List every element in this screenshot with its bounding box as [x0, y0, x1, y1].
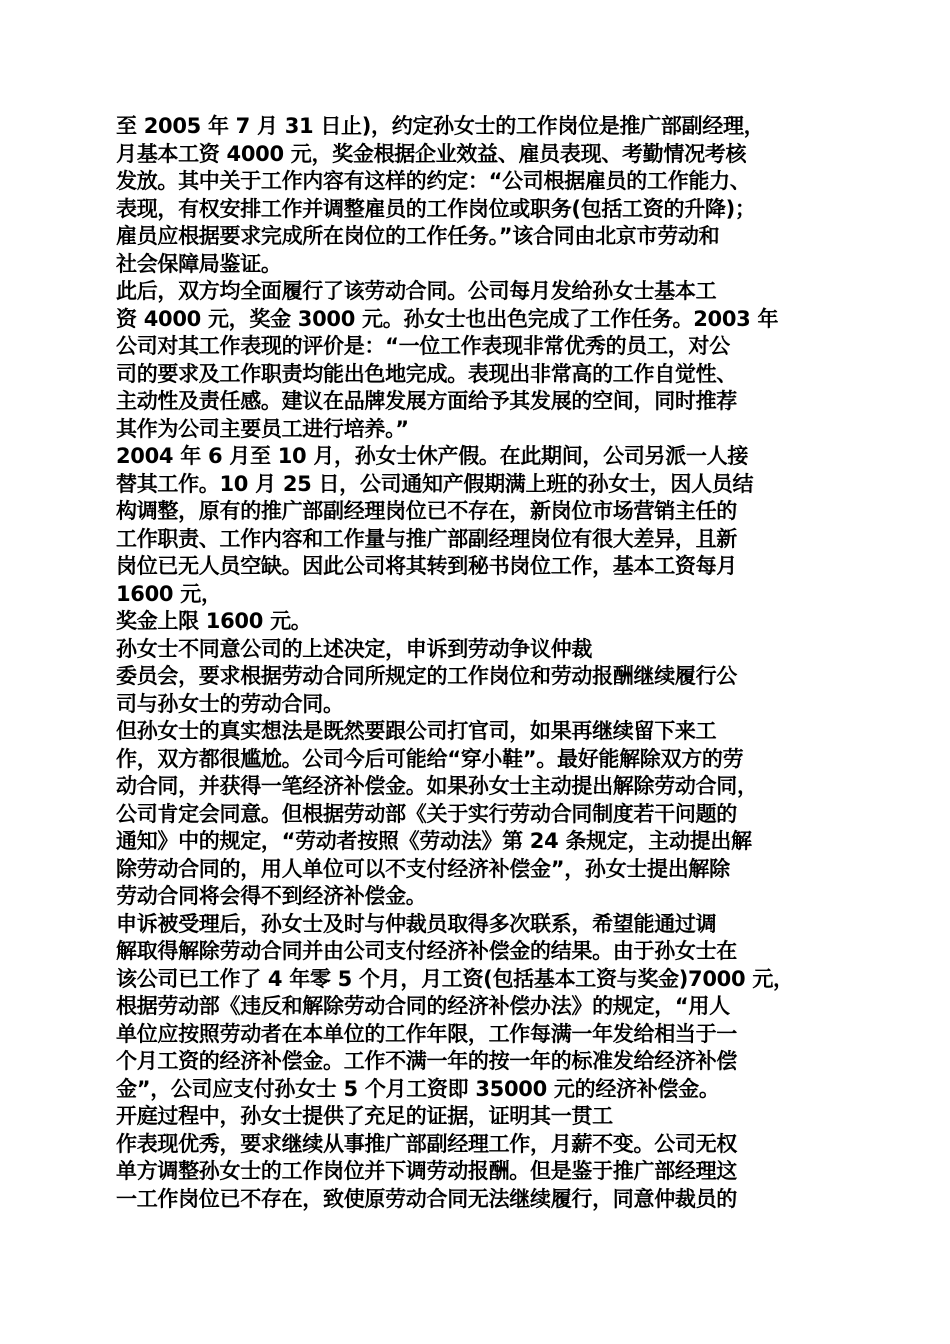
text-line: 社会保障局鉴证。 — [116, 251, 282, 276]
text-line: 构调整，原有的推广部副经理岗位已不存在，新岗位市场营销主任的 — [116, 499, 737, 523]
text-line: 工作职责、工作内容和工作量与推广部副经理岗位有很大差异，且新 — [116, 526, 737, 551]
text-line: 申诉被受理后，孙女士及时与仲裁员取得多次联系，希望能通过调 — [116, 911, 717, 936]
text-line: 1600 元， — [116, 581, 222, 606]
text-line: 除劳动合同的，用人单位可以不支付经济补偿金”，孙女士提出解除 — [116, 856, 730, 881]
text-line: 根据劳动部《违反和解除劳动合同的经济补偿办法》的规定，“用人 — [116, 994, 730, 1018]
text-line: 动合同，并获得一笔经济补偿金。如果孙女士主动提出解除劳动合同， — [116, 774, 758, 798]
text-line: 孙女士不同意公司的上述决定，申诉到劳动争议仲裁 — [116, 636, 593, 661]
text-line: 一工作岗位已不存在，致使原劳动合同无法继续履行，同意仲裁员的 — [116, 1186, 737, 1211]
text-line: 司与孙女士的劳动合同。 — [116, 691, 344, 716]
text-line: 单位应按照劳动者在本单位的工作年限，工作每满一年发给相当于一 — [116, 1021, 737, 1046]
text-line: 主动性及责任感。建议在品牌发展方面给予其发展的空间，同时推荐 — [116, 389, 737, 413]
text-line: 劳动合同将会得不到经济补偿金。 — [116, 884, 427, 908]
text-line: 替其工作。10 月 25 日，公司通知产假期满上班的孙女士，因人员结 — [116, 471, 754, 496]
text-line: 开庭过程中，孙女士提供了充足的证据，证明其一贯工 — [116, 1104, 613, 1128]
text-line: 至 2005 年 7 月 31 日止)，约定孙女士的工作岗位是推广部副经理， — [116, 114, 765, 138]
text-line: 资 4000 元，奖金 3000 元。孙女士也出色完成了工作任务。2003 年 — [116, 306, 779, 331]
text-line: 发放。其中关于工作内容有这样的约定：“公司根据雇员的工作能力、 — [116, 169, 751, 193]
text-line: 其作为公司主要员工进行培养。” — [116, 416, 409, 441]
text-line: 表现，有权安排工作并调整雇员的工作岗位或职务(包括工资的升降)； — [116, 196, 756, 221]
text-line: 但孙女士的真实想法是既然要跟公司打官司，如果再继续留下来工 — [116, 719, 717, 743]
text-line: 该公司已工作了 4 年零 5 个月，月工资(包括基本工资与奖金)7000 元， — [116, 966, 794, 991]
text-line: 作表现优秀，要求继续从事推广部副经理工作，月薪不变。公司无权 — [116, 1131, 737, 1156]
text-line: 通知》中的规定，“劳动者按照《劳动法》第 24 条规定，主动提出解 — [116, 829, 752, 853]
text-line: 此后，双方均全面履行了该劳动合同。公司每月发给孙女士基本工 — [116, 279, 717, 303]
text-line: 委员会，要求根据劳动合同所规定的工作岗位和劳动报酬继续履行公 — [116, 664, 737, 688]
text-line: 公司对其工作表现的评价是：“一位工作表现非常优秀的员工，对公 — [116, 334, 730, 358]
text-line: 作，双方都很尴尬。公司今后可能给“穿小鞋”。最好能解除双方的劳 — [116, 746, 744, 771]
text-line: 公司肯定会同意。但根据劳动部《关于实行劳动合同制度若干问题的 — [116, 801, 737, 826]
text-line: 单方调整孙女士的工作岗位并下调劳动报酬。但是鉴于推广部经理这 — [116, 1159, 737, 1183]
text-line: 2004 年 6 月至 10 月，孙女士休产假。在此期间，公司另派一人接 — [116, 444, 749, 468]
text-line: 奖金上限 1600 元。 — [116, 609, 312, 633]
text-line: 司的要求及工作职责均能出色地完成。表现出非常高的工作自觉性、 — [116, 361, 737, 386]
text-line: 岗位已无人员空缺。因此公司将其转到秘书岗位工作，基本工资每月 — [116, 554, 737, 578]
text-line: 个月工资的经济补偿金。工作不满一年的按一年的标准发给经济补偿 — [116, 1049, 737, 1073]
text-line: 解取得解除劳动合同并由公司支付经济补偿金的结果。由于孙女士在 — [116, 939, 737, 963]
text-line: 金”，公司应支付孙女士 5 个月工资即 35000 元的经济补偿金。 — [116, 1076, 720, 1101]
document-body — [116, 113, 856, 1213]
text-line: 月基本工资 4000 元，奖金根据企业效益、雇员表现、考勤情况考核 — [116, 141, 747, 166]
text-line: 雇员应根据要求完成所在岗位的工作任务。”该合同由北京市劳动和 — [116, 224, 720, 248]
